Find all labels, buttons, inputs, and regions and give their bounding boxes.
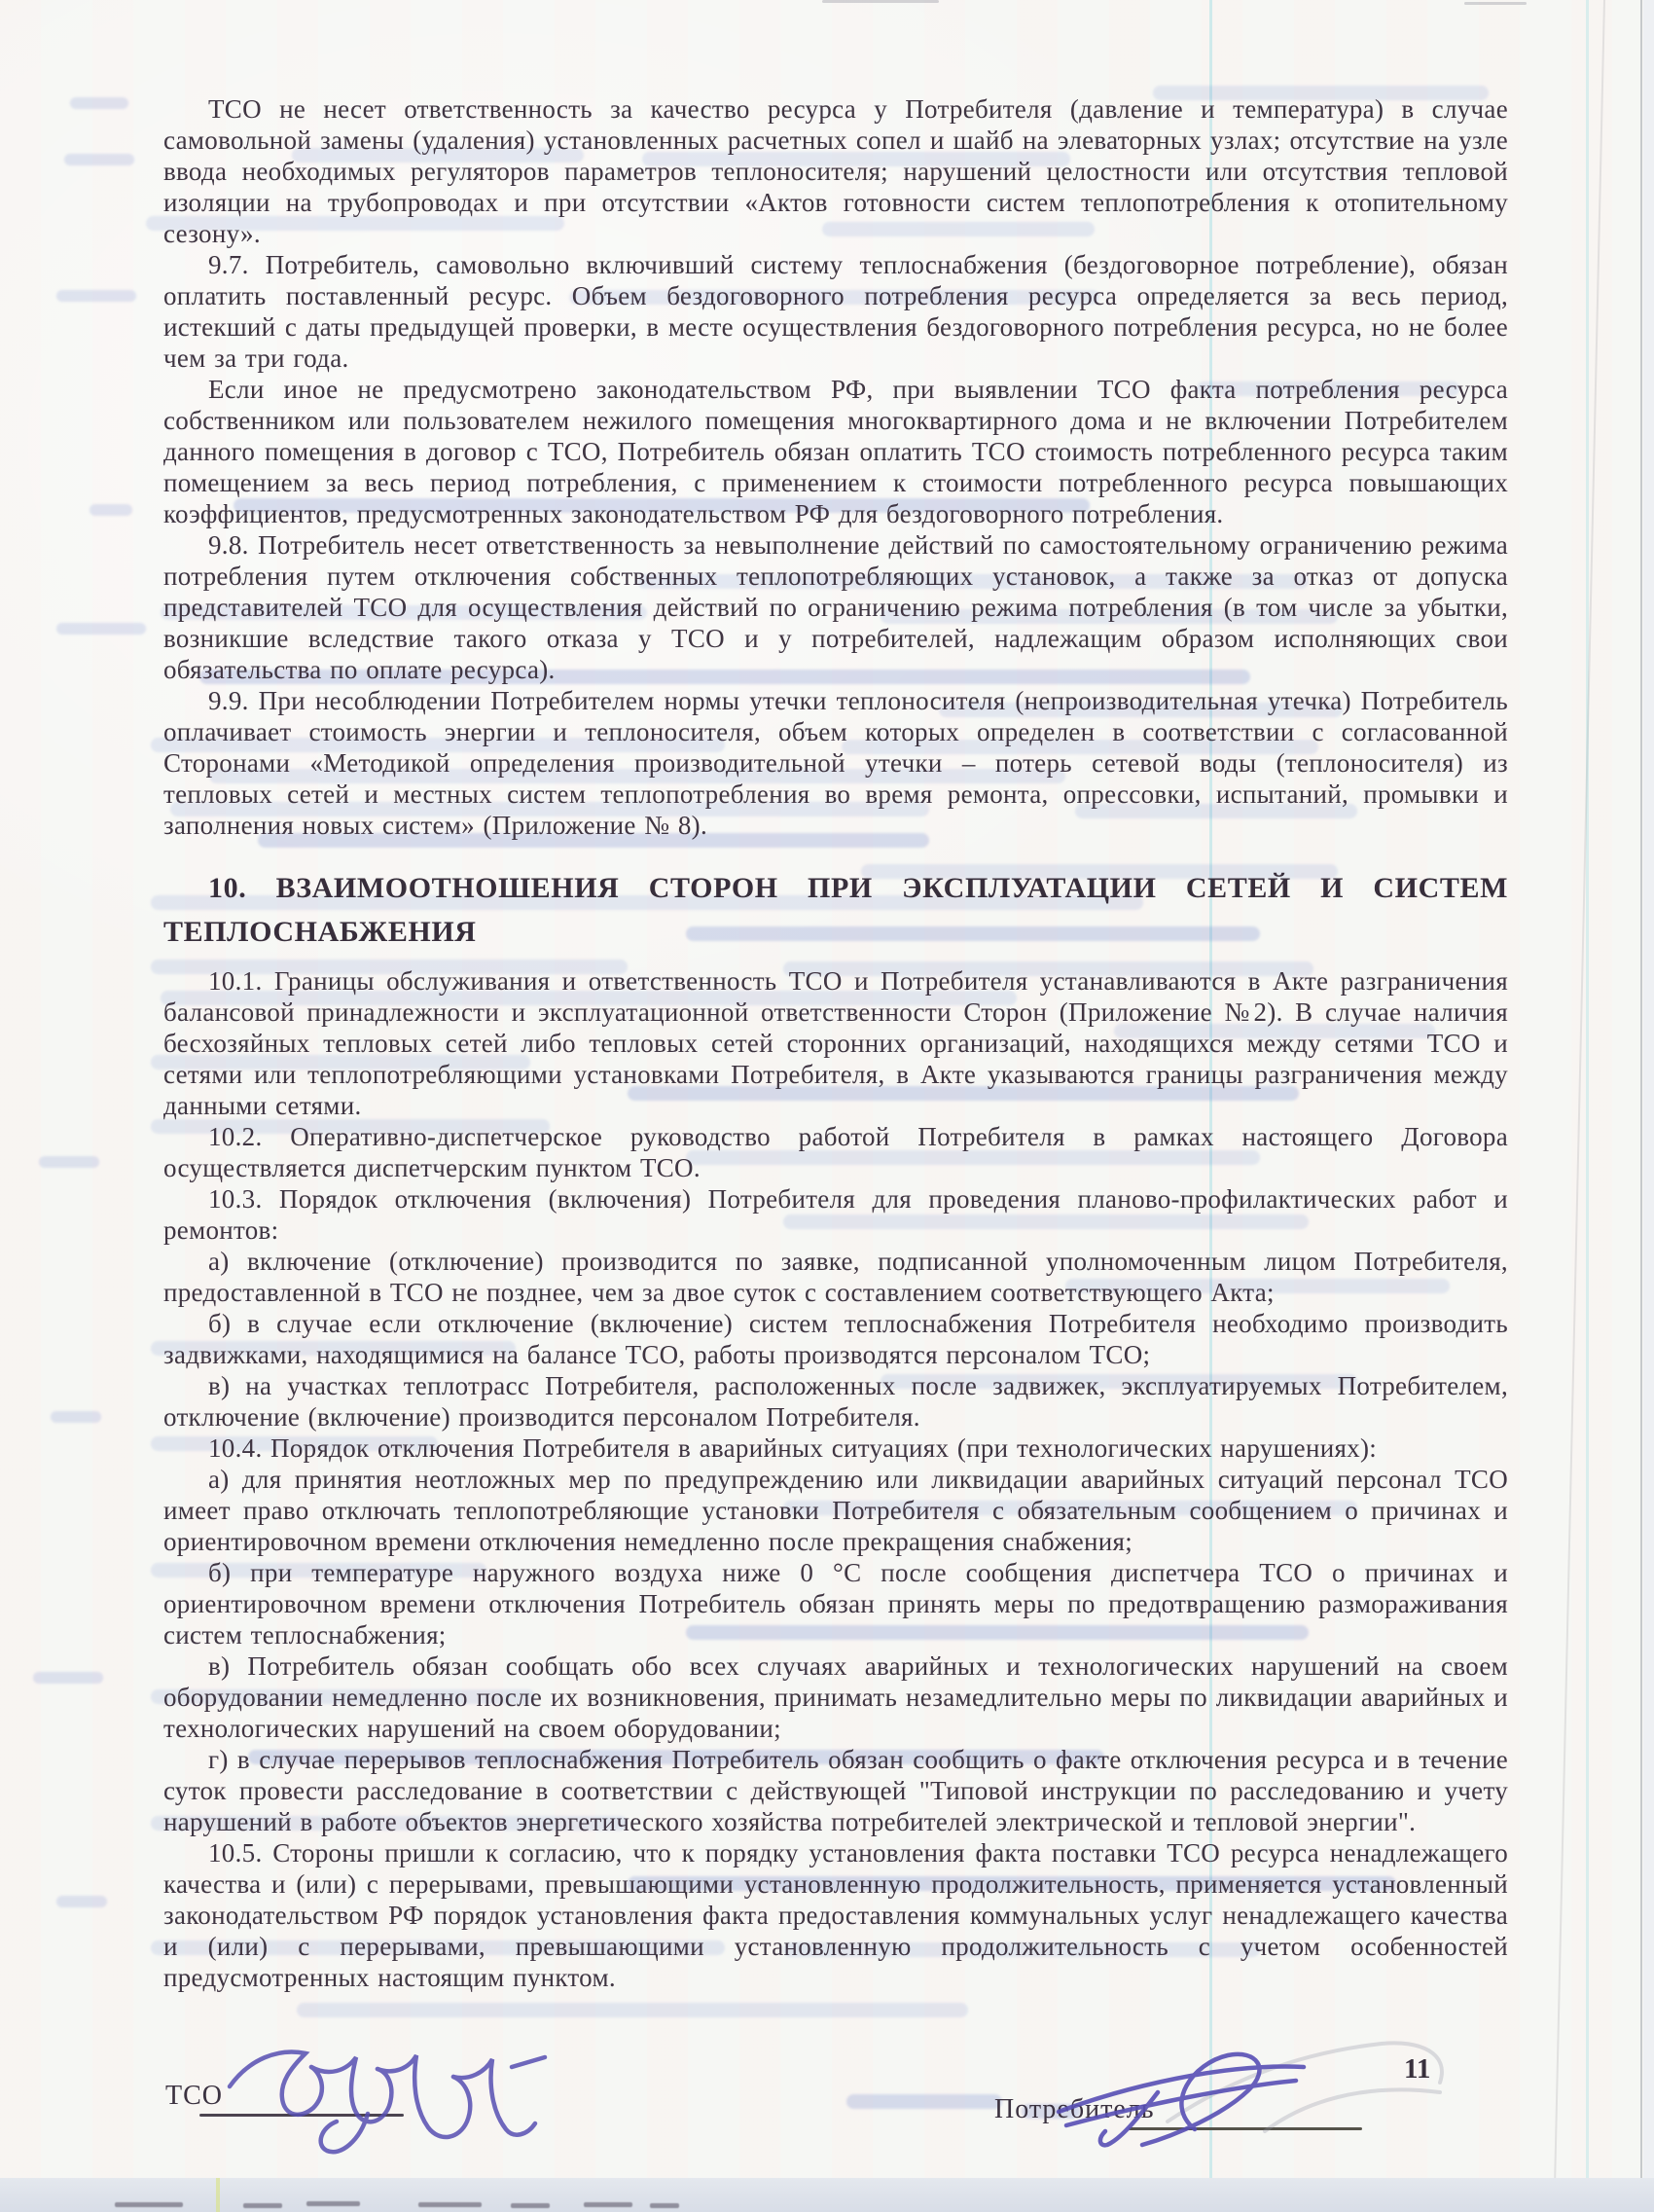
paragraph: б) при температуре наружного воздуха ниже 0 °С после сообщения диспетчера ТСО о причинах и ориентировочном времени отключения Потребитель обязан принять меры по предотвращению размораживания систем теплоснабжения;	[163, 1558, 1508, 1650]
paragraph: б) в случае если отключение (включение) систем теплоснабжения Потребителя необходимо производить задвижками, находящимися на балансе ТСО, работы производятся персоналом ТСО;	[163, 1309, 1508, 1369]
bleedthrough-mark	[56, 1896, 107, 1907]
bleedthrough-mark	[33, 1672, 103, 1684]
page-number: 11	[1404, 2053, 1431, 2085]
paragraph: 10.5. Стороны пришли к согласию, что к порядку установления факта поставки ТСО ресурса ненадлежащего качества и (или) с перерывами, превышающими установленную продолжительность, применяется установленный законодательством РФ порядок установления факта предоставления коммунальных услуг ненадлежащего качества и (или) с перерывами, превышающими установленную продолжительность с учетом особенностей предусмотренных настоящим пунктом.	[163, 1838, 1508, 1992]
bleedthrough-mark	[846, 2094, 1002, 2109]
next-page-text-edge	[115, 2202, 183, 2207]
paragraph: 10.3. Порядок отключения (включения) Потребителя для проведения планово-профилактических работ и ремонтов:	[163, 1184, 1508, 1245]
paragraph: г) в случае перерывов теплоснабжения Потребитель обязан сообщить о факте отключения ресурса и в течение суток провести расследование в соответствии с действующей "Типовой инструкции по расследованию и учету нарушений в работе объектов энергетического хозяйства потребителей электрической и тепловой энергии".	[163, 1745, 1508, 1836]
section-heading: 10. ВЗАИМООТНОШЕНИЯ СТОРОН ПРИ ЭКСПЛУАТАЦИИ СЕТЕЙ И СИСТЕМ ТЕПЛОСНАБЖЕНИЯ	[163, 872, 1508, 948]
consumer-label: Потребитель	[994, 2094, 1155, 2124]
bleedthrough-mark	[64, 154, 134, 165]
bleedthrough-mark	[297, 2003, 968, 2017]
next-page-text-edge	[243, 2203, 282, 2208]
next-page-text-edge	[650, 2203, 679, 2208]
paragraph: 10.4. Порядок отключения Потребителя в аварийных ситуациях (при технологических нарушениях):	[208, 1433, 1378, 1463]
next-page-text-edge	[306, 2201, 360, 2206]
next-page-text-edge	[584, 2202, 632, 2207]
consumer-signature	[1049, 2034, 1321, 2156]
scan-top-mark	[822, 0, 939, 3]
tso-signature	[222, 2026, 557, 2162]
paragraph: 9.9. При несоблюдении Потребителем нормы утечки теплоносителя (непроизводительная утечка) Потребитель оплачивает стоимость энергии и теплоносителя, объем которых определен в соответствии с согласованной Сторонами «Методикой определения производительной утечки – потерь сетевой воды (теплоносителя) из тепловых сетей и местных систем теплопотребления во время ремонта, опрессовки, испытаний, промывки и заполнения новых систем» (Приложение № 8).	[163, 686, 1508, 840]
body-text	[163, 93, 1508, 1993]
paragraph: 10.1. Границы обслуживания и ответственность ТСО и Потребителя устанавливаются в Акте разграничения балансовой принадлежности и эксплуатационной ответственности Сторон (Приложение №2). В случае наличия бесхозяйных тепловых сетей либо тепловых сетей сторонних организаций, находящихся между сетями ТСО и сетями или теплопотребляющими установками Потребителя, в Акте указываются границы разграничения между данными сетями.	[163, 966, 1508, 1120]
next-page-text-edge	[418, 2202, 482, 2207]
paragraph: 10.2. Оперативно-диспетчерское руководство работой Потребителя в рамках настоящего Договора осуществляется диспетчерским пунктом ТСО.	[163, 1122, 1508, 1182]
scan-edge-gray-line	[1640, 0, 1642, 2212]
paragraph: 9.8. Потребитель несет ответственность за невыполнение действий по самостоятельному ограничению режима потребления путем отключения собственных теплопотребляющих установок, а также за отказ от допуска представителей ТСО для осуществления действий по ограничению режима потребления (в том числе за убытки, возникшие вследствие такого отказа у ТСО и у потребителей, надлежащим образом исполняющих свои обязательства по оплате ресурса).	[163, 530, 1508, 684]
paragraph: в) Потребитель обязан сообщать обо всех случаях аварийных и технологических нарушений на своем оборудовании немедленно после их возникновения, принимать незамедлительно меры по ликвидации аварийных и технологических нарушений на своем оборудовании;	[163, 1651, 1508, 1743]
scan-edge-diagonal	[1553, 0, 1605, 2211]
next-page-text-edge	[511, 2203, 550, 2208]
bleedthrough-mark	[39, 1156, 99, 1168]
bleedthrough-mark	[56, 623, 146, 635]
paragraph: а) включение (отключение) производится по заявке, подписанной уполномоченным лицом Потребителя, предоставленной в ТСО не позднее, чем за двое суток с составлением соответствующего Акта;	[163, 1247, 1508, 1307]
paragraph: Если иное не предусмотрено законодательством РФ, при выявлении ТСО факта потребления ресурса собственником или пользователем нежилого помещения многоквартирного дома и не включении Потребителем данного помещения в договор с ТСО, Потребитель обязан оплатить ТСО стоимость потребленного ресурса таким помещением за весь период потребления, с применением к стоимости потребленного ресурса повышающих коэффициентов, предусмотренных законодательством РФ для бездоговорного потребления.	[163, 375, 1508, 528]
scan-yellow-streak	[216, 2178, 220, 2212]
tso-label: ТСО	[165, 2081, 223, 2111]
paragraph: ТСО не несет ответственность за качество ресурса у Потребителя (давление и температура) в случае самовольной замены (удаления) установленных расчетных сопел и шайб на элеваторных узлах; отсутствие на узле ввода необходимых регуляторов параметров теплоносителя; нарушений целостности или отсутствия тепловой изоляции на трубопроводах и при отсутствии «Актов готовности систем теплопотребления к отопительному сезону».	[163, 94, 1508, 248]
bleedthrough-mark	[90, 504, 132, 516]
paragraph: а) для принятия неотложных мер по предупреждению или ликвидации аварийных ситуаций персонал ТСО имеет право отключать теплопотребляющие установки Потребителя с обязательным сообщением о причинах и ориентировочном времени отключения немедленно после прекращения снабжения;	[163, 1465, 1508, 1556]
bleedthrough-mark	[51, 1411, 101, 1423]
scan-right-edge	[1643, 0, 1654, 2212]
paragraph: в) на участках теплотрасс Потребителя, расположенных после задвижек, эксплуатируемых Потребителем, отключение (включение) производится персоналом Потребителя.	[163, 1371, 1508, 1432]
paragraph: 9.7. Потребитель, самовольно включивший систему теплоснабжения (бездоговорное потребление), обязан оплатить поставленный ресурс. Объем бездоговорного потребления ресурса определяется за весь период, истекший с даты предыдущей проверки, в месте осуществления бездоговорного потребления ресурса, но не более чем за три года.	[163, 250, 1508, 373]
bleedthrough-mark	[56, 290, 136, 302]
bleedthrough-mark	[70, 97, 128, 109]
scan-edge-cyan-line	[1586, 0, 1589, 2212]
scan-top-mark	[1464, 2, 1527, 5]
